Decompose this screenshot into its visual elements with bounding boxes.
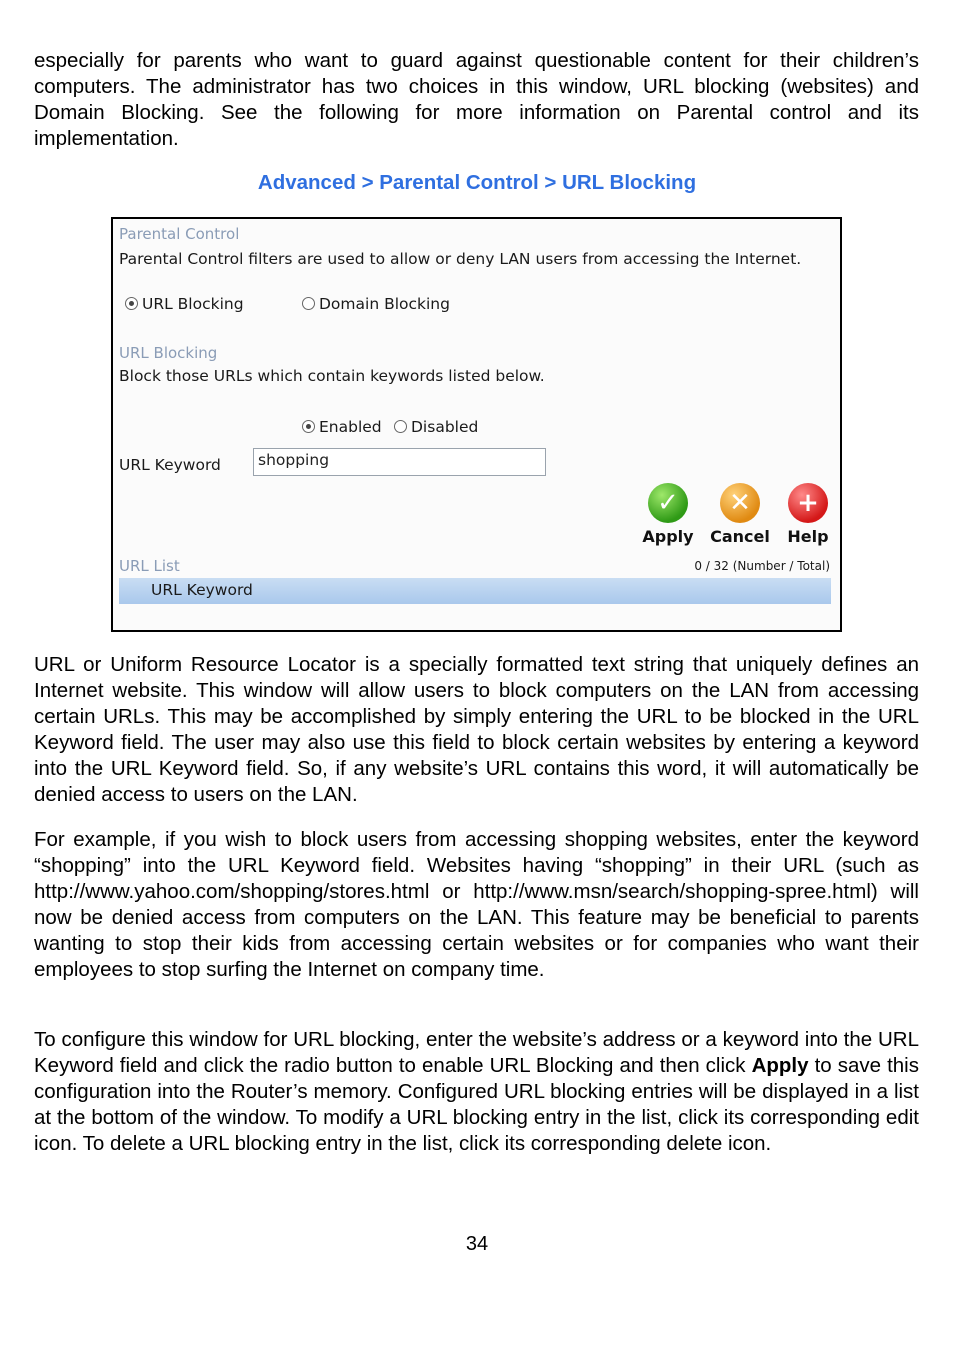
radio-selected-icon bbox=[302, 420, 315, 433]
url-list-count: 0 / 32 (Number / Total) bbox=[694, 559, 830, 573]
url-keyword-label: URL Keyword bbox=[119, 456, 221, 474]
cancel-x-icon: ✕ bbox=[720, 483, 760, 523]
help-button[interactable] bbox=[783, 483, 833, 546]
cancel-button[interactable] bbox=[707, 483, 773, 546]
url-keyword-input[interactable]: shopping bbox=[253, 448, 546, 476]
apply-bold-text: Apply bbox=[751, 1054, 809, 1077]
cancel-button-label: Cancel bbox=[710, 527, 770, 546]
example-paragraph: For example, if you wish to block users from accessing shopping websites, enter the keyword “shopping” into the URL Keyword field. Websites having “shopping” in their URL (such as http://www.yahoo.com/shopping/stores.html or http://www.msn/search/shopping-spree.html) will now be denied access from computers on the LAN. This feature may be beneficial to parents wanting to stop their kids from accessing certain websites or for companies who want their employees to stop surfing the Internet on company time. bbox=[34, 828, 919, 981]
apply-button-label: Apply bbox=[642, 527, 694, 546]
url-blocking-title: URL Blocking bbox=[119, 344, 218, 362]
url-explanation-paragraph: URL or Uniform Resource Locator is a specially formatted text string that uniquely defines an Internet website. This window will allow users to block computers on the LAN from accessing certain URLs. This may be accomplished by simply entering the URL to be blocked in the URL Keyword field. The user may also use this field to block certain websites by entering a keyword into the URL Keyword field. So, if any website’s URL contains this word, it will automatically be denied access to users on the LAN. bbox=[34, 653, 919, 806]
help-plus-icon: + bbox=[788, 483, 828, 523]
url-list-column-keyword: URL Keyword bbox=[151, 581, 253, 599]
configure-text-start: To configure this window for URL blocking, enter the website’s address or a keyword into the URL Keyword field and click the radio button to enable URL Blocking and then click bbox=[34, 1028, 919, 1077]
intro-paragraph: especially for parents who want to guard against questionable content for their children’s computers. The administrator has two choices in this window, URL blocking (websites) and Domain Blocking. See the following for more information on Parental control and its implementation. bbox=[34, 49, 919, 150]
help-button-label: Help bbox=[787, 527, 829, 546]
parental-control-screenshot bbox=[111, 217, 842, 632]
parental-control-title: Parental Control bbox=[119, 225, 240, 243]
url-list-header bbox=[119, 578, 831, 604]
radio-unselected-icon bbox=[394, 420, 407, 433]
checkmark-icon: ✓ bbox=[648, 483, 688, 523]
enabled-radio[interactable] bbox=[302, 418, 382, 436]
domain-blocking-radio[interactable] bbox=[302, 295, 450, 313]
url-list-title: URL List bbox=[119, 557, 180, 575]
disabled-radio[interactable] bbox=[394, 418, 478, 436]
url-blocking-radio-label: URL Blocking bbox=[142, 295, 244, 313]
enabled-radio-label: Enabled bbox=[319, 418, 382, 436]
configure-text-end: to save this configuration into the Router’s memory. Configured URL blocking entries will be displayed in a list at the bottom of the window. To modify a URL blocking entry in the list, click its corresponding edit icon. To delete a URL blocking entry in the list, click its corresponding delete icon. bbox=[34, 1054, 919, 1155]
figure-caption: Advanced > Parental Control > URL Blocking bbox=[257, 171, 697, 194]
apply-button[interactable] bbox=[639, 483, 697, 546]
radio-unselected-icon bbox=[302, 297, 315, 310]
page-number: 34 bbox=[465, 1233, 489, 1255]
disabled-radio-label: Disabled bbox=[411, 418, 479, 436]
configure-paragraph bbox=[34, 1027, 919, 1157]
url-blocking-radio[interactable] bbox=[125, 295, 244, 313]
parental-control-description: Parental Control filters are used to allow or deny LAN users from accessing the Internet. bbox=[119, 250, 802, 268]
domain-blocking-radio-label: Domain Blocking bbox=[319, 295, 450, 313]
radio-selected-icon bbox=[125, 297, 138, 310]
url-blocking-description: Block those URLs which contain keywords listed below. bbox=[119, 367, 545, 385]
